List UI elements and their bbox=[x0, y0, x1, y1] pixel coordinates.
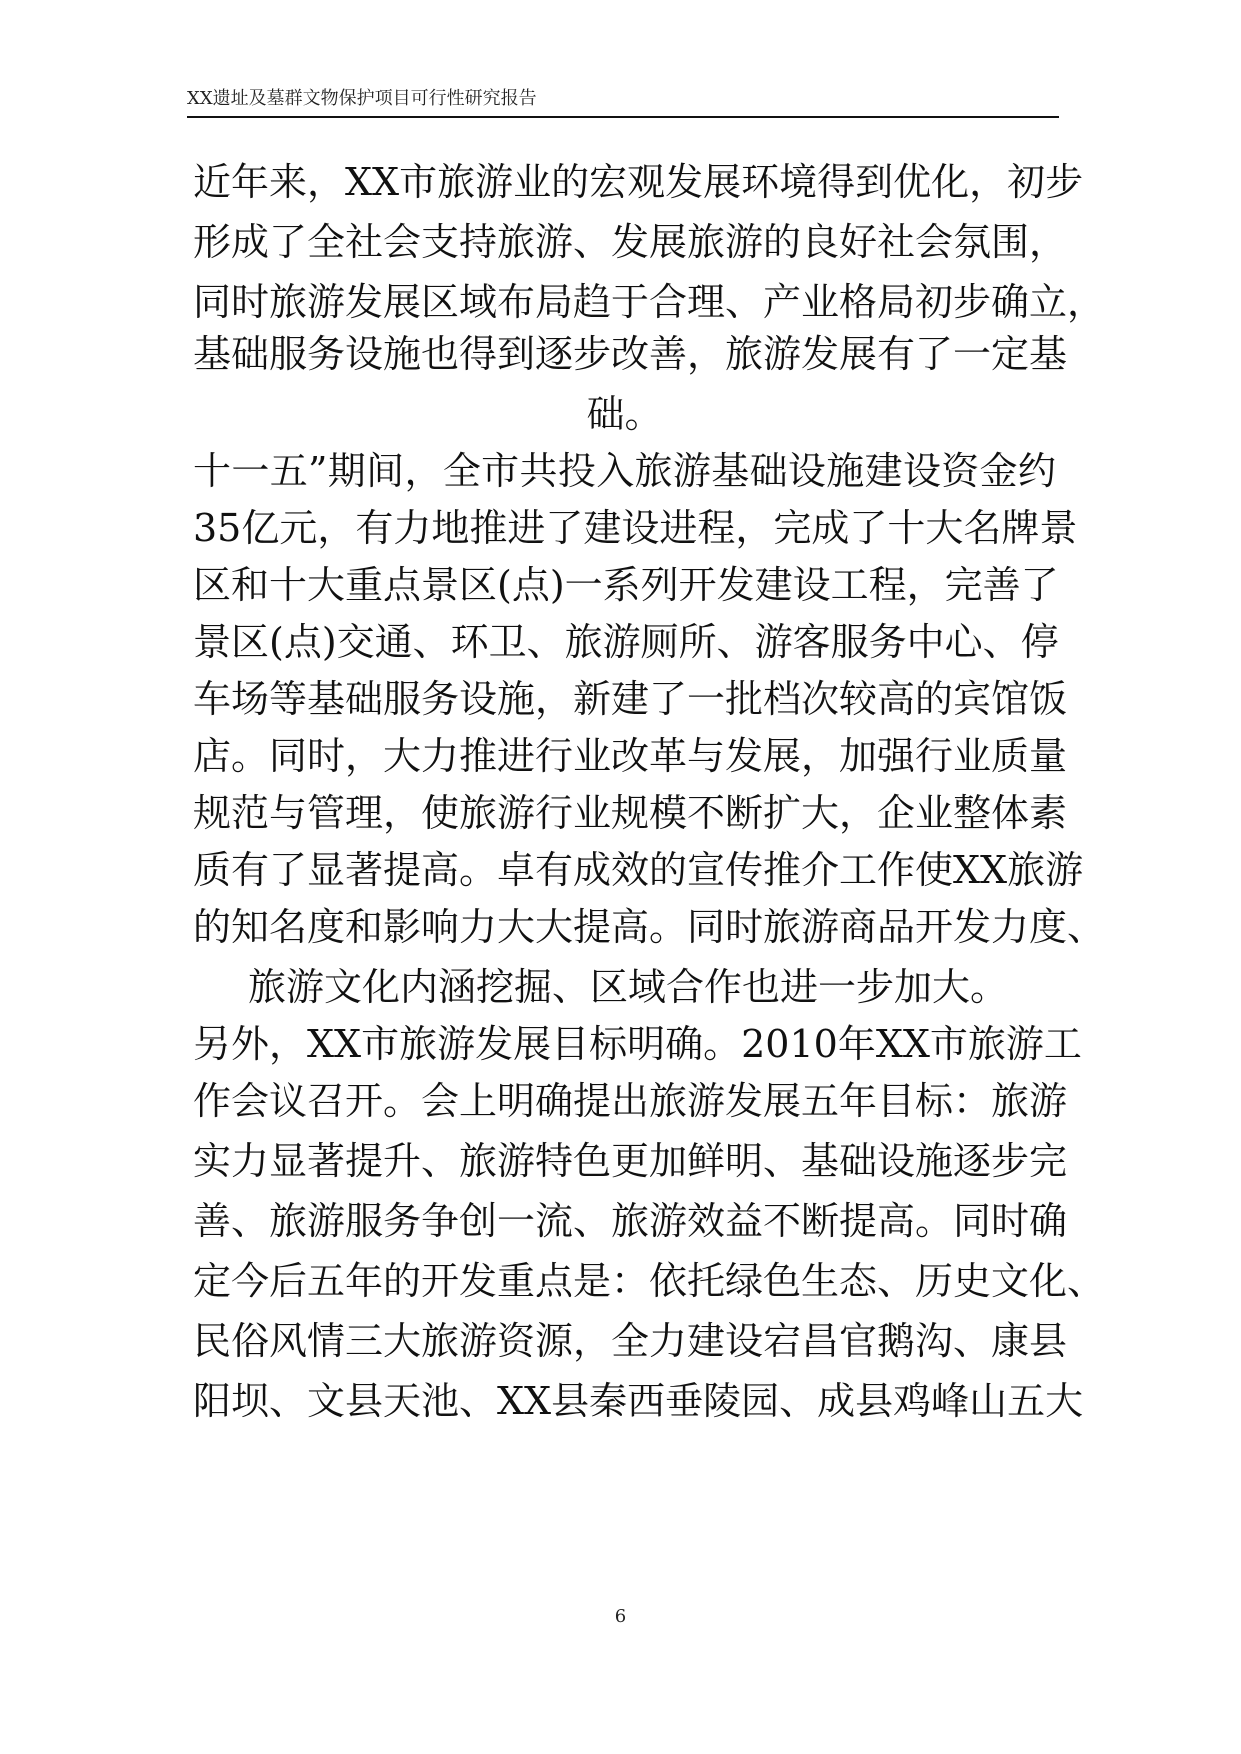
text-line: 车场等基础服务设施，新建了一批档次较高的宾馆饭 bbox=[193, 677, 1068, 721]
text-line: 善、旅游服务争创一流、旅游效益不断提高。同时确 bbox=[193, 1199, 1068, 1243]
text-line: 的知名度和影响力大大提高。同时旅游商品开发力度、 bbox=[193, 905, 1106, 949]
text-line: 景区(点)交通、环卫、旅游厕所、游客服务中心、停 bbox=[193, 620, 1059, 664]
text-line: 实力显著提升、旅游特色更加鲜明、基础设施逐步完 bbox=[193, 1139, 1068, 1183]
text-line: 35亿元，有力地推进了建设进程，完成了十大名牌景 bbox=[193, 506, 1078, 550]
text-line: 阳坝、文县天池、XX县秦西垂陵园、成县鸡峰山五大 bbox=[193, 1379, 1084, 1423]
page-number: 6 bbox=[614, 1606, 627, 1627]
text-line: 旅游文化内涵挖掘、区域合作也进一步加大。 bbox=[248, 965, 1009, 1009]
text-line: 质有了显著提高。卓有成效的宣传推介工作使XX旅游 bbox=[193, 848, 1084, 892]
text-line: 近年来，XX市旅游业的宏观发展环境得到优化，初步 bbox=[193, 160, 1084, 204]
text-line: 民俗风情三大旅游资源，全力建设宕昌官鹅沟、康县 bbox=[193, 1319, 1068, 1363]
text-line: 同时旅游发展区域布局趋于合理、产业格局初步确立， bbox=[193, 280, 1106, 324]
text-line: 定今后五年的开发重点是：依托绿色生态、历史文化、 bbox=[193, 1259, 1106, 1303]
text-line: 另外，XX市旅游发展目标明确。2010年XX市旅游工 bbox=[193, 1022, 1082, 1066]
text-line: 规范与管理，使旅游行业规模不断扩大，企业整体素 bbox=[193, 791, 1068, 835]
document-title: XX遗址及墓群文物保护项目可行性研究报告 bbox=[187, 88, 537, 109]
text-line: 础。 bbox=[586, 392, 663, 436]
page-header bbox=[187, 86, 1059, 118]
text-line: 店。同时，大力推进行业改革与发展，加强行业质量 bbox=[193, 734, 1068, 778]
text-line: 形成了全社会支持旅游、发展旅游的良好社会氛围， bbox=[193, 220, 1068, 264]
text-line: 基础服务设施也得到逐步改善，旅游发展有了一定基 bbox=[193, 332, 1068, 376]
text-line: 区和十大重点景区(点)一系列开发建设工程，完善了 bbox=[193, 563, 1059, 607]
text-line: 十一五”期间，全市共投入旅游基础设施建设资金约 bbox=[193, 449, 1056, 493]
text-line: 作会议召开。会上明确提出旅游发展五年目标：旅游 bbox=[193, 1079, 1068, 1123]
